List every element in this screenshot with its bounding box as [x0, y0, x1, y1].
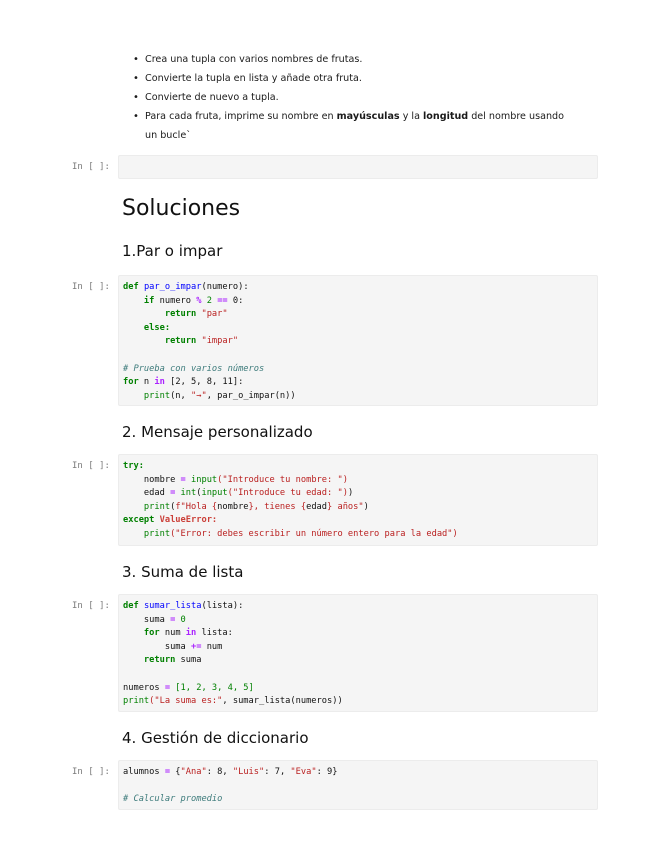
code-token: "Eva" [290, 767, 317, 777]
code-token: num [201, 641, 223, 652]
code-token: = [170, 488, 176, 499]
bold-text: mayúsculas [336, 111, 400, 122]
code-token: suma [164, 641, 191, 652]
code-token: = [180, 474, 186, 485]
code-text [119, 595, 597, 714]
list-item [118, 50, 588, 69]
code-token: in [154, 377, 165, 388]
list-item [118, 69, 588, 88]
code-token: , sumar_lista(numeros)) [222, 696, 343, 707]
empty-code-cell[interactable] [118, 155, 598, 179]
code-token: input [185, 474, 218, 485]
section-heading-suma: 3. Suma de lista [122, 563, 244, 581]
bullet-text: del nombre usando [468, 111, 564, 122]
code-token: lista: [196, 628, 233, 639]
cell-prompt: In [ ]: [72, 461, 110, 471]
code-text [119, 761, 597, 812]
code-token: try: [123, 461, 144, 471]
code-cell-diccionario[interactable] [118, 760, 598, 810]
code-comment: # Prueba con varios números [123, 363, 265, 374]
code-token: += [191, 641, 202, 652]
code-text [119, 455, 597, 547]
code-token: "par" [201, 309, 228, 320]
code-token: "Luis" [232, 767, 265, 777]
code-token: 0: [227, 295, 244, 306]
code-token: { [170, 767, 181, 777]
code-token: num [159, 628, 186, 639]
code-token: f"Hola { [175, 501, 218, 512]
code-token: edad [306, 501, 328, 512]
code-token: return [164, 336, 197, 347]
exercise-instructions-list [118, 50, 588, 145]
code-token: = [170, 614, 176, 625]
code-token: except [123, 515, 155, 526]
list-item [118, 107, 588, 145]
code-token: (lista): [201, 601, 244, 611]
code-token: : 9} [316, 767, 338, 777]
code-token: } años" [327, 501, 364, 512]
code-token: int [175, 488, 197, 499]
code-token: nombre [217, 501, 249, 512]
code-token: % [196, 295, 202, 306]
bold-text: longitud [423, 111, 469, 122]
code-token: "→" [191, 390, 207, 401]
section-heading-mensaje: 2. Mensaje personalizado [122, 423, 313, 441]
code-token: alumnos [123, 767, 165, 777]
code-token: 0 [175, 614, 186, 625]
code-token: print [143, 501, 171, 512]
code-token: return [143, 655, 176, 666]
list-item [118, 88, 588, 107]
section-heading-diccionario: 4. Gestión de diccionario [122, 729, 309, 747]
code-token: def [123, 282, 139, 292]
code-token: 2 [201, 295, 218, 306]
code-token: ValueError: [154, 515, 218, 526]
code-token: "Ana" [180, 767, 207, 777]
bullet-text: Para cada fruta, imprime su nombre en [145, 111, 337, 122]
code-token: ( [170, 501, 176, 512]
bullet-text: y la [399, 111, 424, 122]
code-token: for [123, 377, 139, 388]
code-token: sumar_lista [143, 601, 202, 611]
code-token: = [164, 767, 171, 777]
code-token: input [201, 488, 228, 499]
code-token: [1, 2, 3, 4, 5] [170, 682, 254, 693]
code-token: "impar" [201, 336, 239, 347]
cell-prompt: In [ ]: [72, 282, 110, 292]
bullet-text: Crea una tupla con varios nombres de frutas. [145, 54, 363, 65]
bullet-text: Convierte de nuevo a tupla. [145, 92, 279, 103]
solutions-heading: Soluciones [122, 196, 241, 221]
code-token: suma [175, 655, 202, 666]
code-token: print [143, 528, 171, 539]
code-token: = [164, 682, 171, 693]
code-token: ) [347, 488, 354, 499]
code-token: }, tienes { [248, 501, 307, 512]
code-cell-par-impar[interactable] [118, 275, 598, 406]
code-token: == [217, 295, 228, 306]
code-token: in [185, 628, 197, 639]
code-token: if [143, 295, 155, 306]
code-token: ("Introduce tu edad: ") [227, 488, 348, 499]
bullet-text: Convierte la tupla en lista y añade otra fruta. [145, 73, 362, 84]
code-token: else: [143, 322, 171, 333]
code-token: ("La suma es:" [149, 696, 223, 707]
code-token: : 8, [206, 767, 233, 777]
code-token: (n, [170, 390, 191, 401]
code-token: (numero): [201, 282, 249, 292]
code-token: ("Introduce tu nombre: ") [217, 474, 348, 485]
code-text [119, 276, 597, 408]
bullet-text-continued: un bucle` [145, 130, 192, 141]
code-comment: # Calcular promedio [123, 794, 223, 805]
code-token: print [123, 696, 150, 707]
code-token: return [164, 309, 197, 320]
code-token: par_o_impar [143, 282, 202, 292]
code-token: ( [196, 488, 202, 499]
code-token: [2, 5, 8, 11]: [164, 377, 244, 388]
code-token: numeros [123, 682, 165, 693]
code-token: def [123, 601, 139, 611]
code-token: ) [363, 501, 369, 512]
code-token: nombre [143, 474, 181, 485]
code-token: ("Error: debes escribir un número entero para la edad") [170, 528, 458, 539]
code-token: numero [159, 295, 197, 306]
section-heading-par-impar: 1.Par o impar [122, 242, 223, 260]
cell-prompt: In [ ]: [72, 767, 110, 777]
cell-prompt: In [ ]: [72, 162, 110, 172]
code-cell-suma[interactable] [118, 594, 598, 712]
code-token: , par_o_impar(n)) [206, 390, 296, 401]
cell-prompt: In [ ]: [72, 601, 110, 611]
code-token: suma [143, 614, 171, 625]
code-token: : 7, [264, 767, 291, 777]
code-token: for [143, 628, 160, 639]
code-token: n [138, 377, 155, 388]
code-token: edad [143, 488, 171, 499]
code-token: print [143, 390, 171, 401]
code-cell-mensaje[interactable] [118, 454, 598, 546]
